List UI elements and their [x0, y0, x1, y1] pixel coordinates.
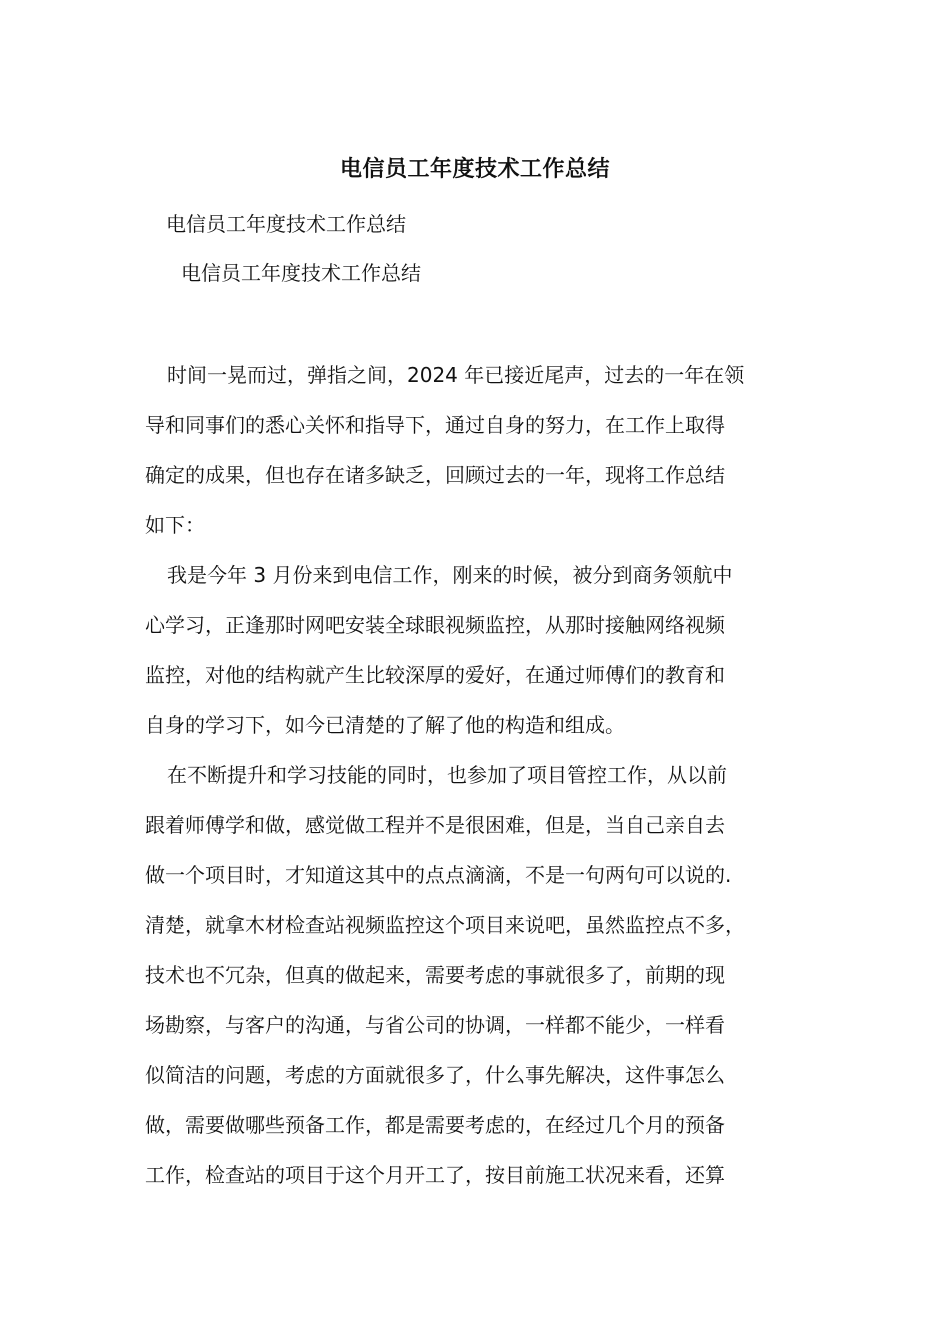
- paragraph-line: 做，需要做哪些预备工作，都是需要考虑的，在经过几个月的预备: [145, 1113, 725, 1137]
- paragraph-line: 自身的学习下，如今已清楚的了解了他的构造和组成。: [145, 713, 625, 737]
- document-title: 电信员工年度技术工作总结: [339, 157, 610, 182]
- paragraph-1: [145, 355, 825, 555]
- paragraph-2: [145, 555, 825, 755]
- paragraph-line: 我是今年 3 月份来到电信工作，刚来的时候，被分到商务领航中: [167, 563, 733, 587]
- paragraph-line: 跟着师傅学和做，感觉做工程并不是很困难，但是，当自己亲自去: [145, 813, 725, 837]
- paragraph-line: 监控，对他的结构就产生比较深厚的爱好，在通过师傅们的教育和: [145, 663, 725, 687]
- paragraph-line: 清楚，就拿木材检查站视频监控这个项目来说吧，虽然监控点不多，: [145, 913, 745, 937]
- document-body: [145, 355, 825, 1205]
- paragraph-line: 时间一晃而过，弹指之间，2024 年已接近尾声，过去的一年在领: [167, 363, 745, 387]
- paragraph-line: 确定的成果，但也存在诸多缺乏，回顾过去的一年，现将工作总结: [145, 463, 725, 487]
- paragraph-line: 导和同事们的悉心关怀和指导下，通过自身的努力，在工作上取得: [145, 413, 725, 437]
- paragraph-line: 做一个项目时，才知道这其中的点点滴滴，不是一句两句可以说的.: [145, 863, 732, 887]
- paragraph-3: [145, 755, 825, 1205]
- paragraph-line: 如下：: [145, 513, 205, 537]
- document-subtitle-1: 电信员工年度技术工作总结: [166, 212, 406, 236]
- paragraph-line: 心学习，正逢那时网吧安装全球眼视频监控，从那时接触网络视频: [145, 613, 725, 637]
- paragraph-line: 场勘察，与客户的沟通，与省公司的协调，一样都不能少，一样看: [145, 1013, 725, 1037]
- paragraph-line: 工作，检查站的项目于这个月开工了，按目前施工状况来看，还算: [145, 1163, 725, 1187]
- paragraph-line: 在不断提升和学习技能的同时，也参加了项目管控工作，从以前: [167, 763, 727, 787]
- document-subtitle-2: 电信员工年度技术工作总结: [181, 261, 421, 285]
- paragraph-line: 技术也不冗杂，但真的做起来，需要考虑的事就很多了，前期的现: [145, 963, 725, 987]
- paragraph-line: 似简洁的问题，考虑的方面就很多了，什么事先解决，这件事怎么: [145, 1063, 725, 1087]
